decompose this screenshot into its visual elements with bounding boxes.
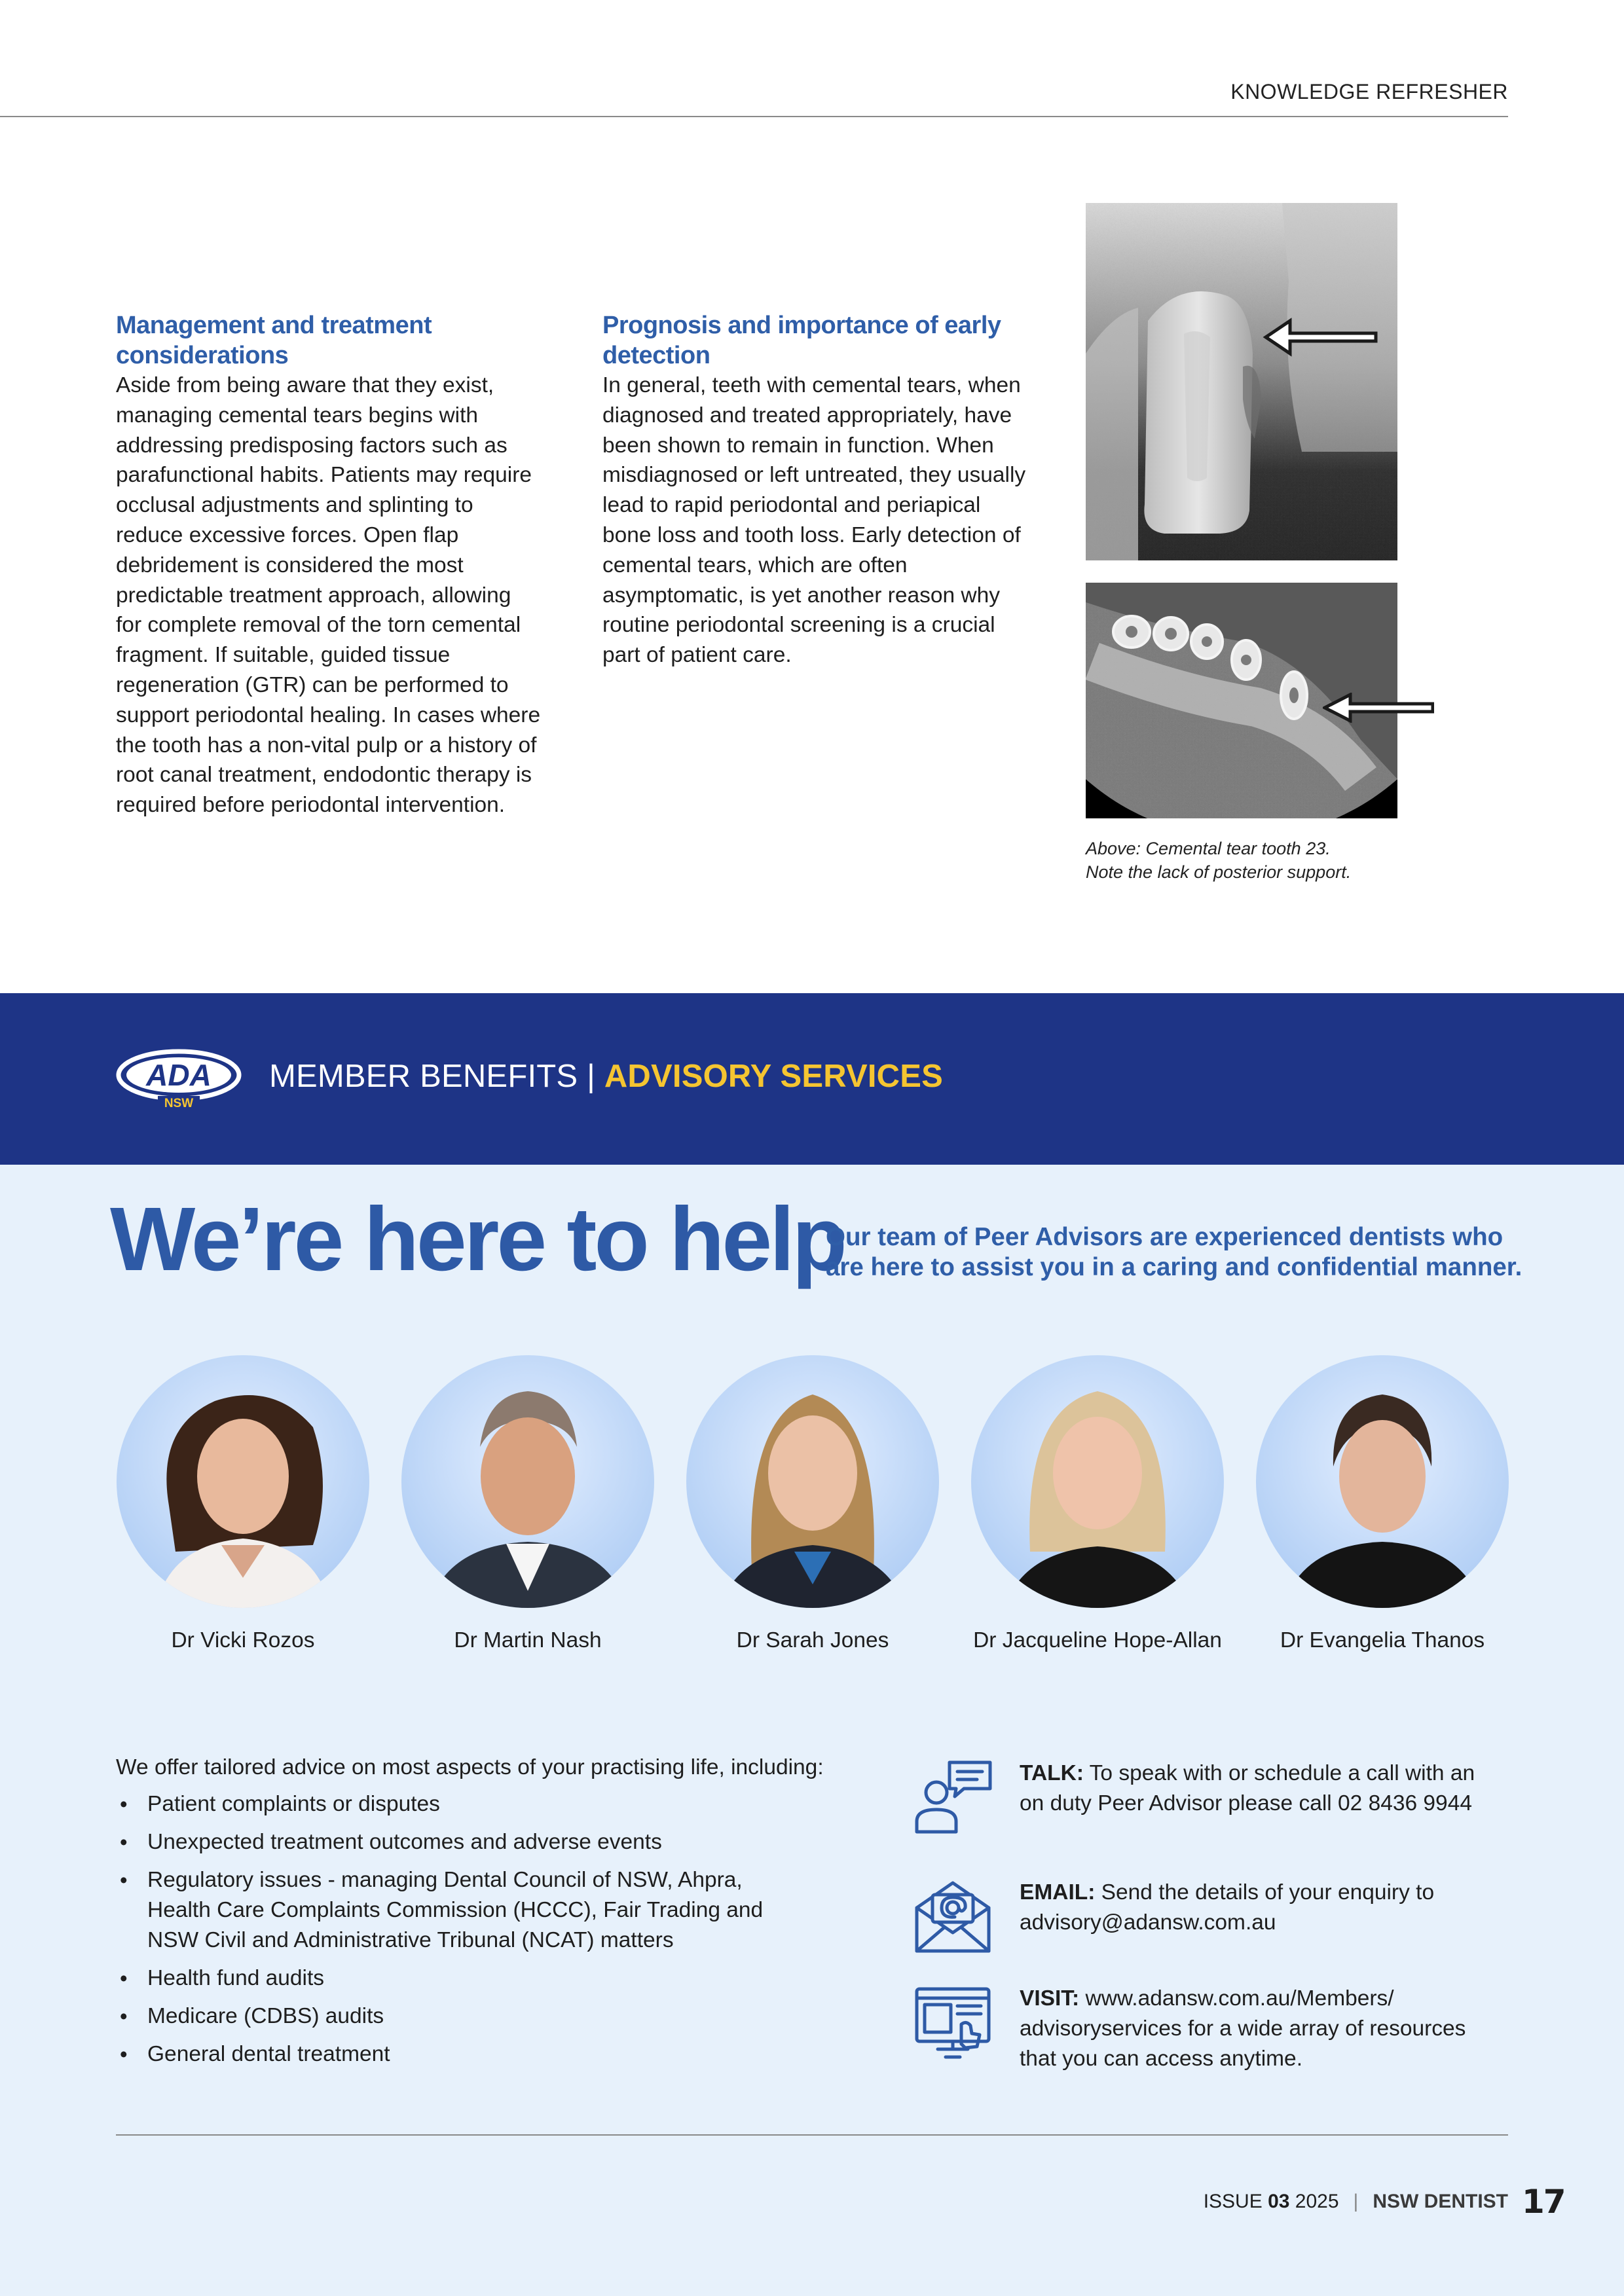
advisor-name: Dr Jacqueline Hope-Allan [973,1628,1222,1652]
logo-subtext: NSW [164,1097,194,1110]
contact-text [1020,1984,1491,2074]
issue-prefix: ISSUE [1203,2191,1268,2212]
list-item-text: General dental treatment [147,2042,390,2066]
image-caption [1086,837,1452,884]
article-column-management [116,310,542,820]
banner-label: MEMBER BENEFITS | [269,1059,604,1094]
advisor-name: Dr Vicki Rozos [171,1628,315,1652]
list-item [116,1963,902,1994]
issue-number: 03 [1268,2191,1290,2212]
list-item-text: Medicare (CDBS) audits [147,2004,384,2028]
ada-nsw-logo-icon [115,1048,243,1110]
services-list [116,1789,902,2077]
page-number: 17 [1522,2183,1565,2221]
list-item-text: Health fund audits [147,1966,325,1990]
header-divider [0,116,1508,117]
bullet: • [120,2004,128,2028]
list-item [116,1865,803,1956]
contact-label: EMAIL: [1020,1880,1096,1904]
help-headline: We’re here to help [110,1189,845,1290]
bullet: • [120,1966,128,1990]
article-column-prognosis [602,310,1035,670]
contact-detail: Send the details of your enquiry to advisory@adansw.com.au [1020,1880,1435,1935]
advisor-portrait [971,1355,1224,1608]
list-item-text: Unexpected treatment outcomes and adverse events [147,1830,662,1854]
advisor-card [669,1355,957,1654]
contact-text [1020,1758,1491,1819]
contact-label: TALK: [1020,1761,1084,1785]
advisor-portrait [401,1355,654,1608]
pointer-arrow-icon [1323,693,1434,723]
contact-text [1020,1878,1491,1938]
advisor-card [99,1355,387,1654]
advisor-name: Dr Martin Nash [454,1628,602,1652]
list-item [116,1789,902,1819]
contact-detail: To speak with or schedule a call with an on duty Peer Advisor please call 02 8436 9944 [1020,1761,1475,1815]
periapical-xray-image [1086,203,1397,560]
list-item [116,1827,902,1857]
footer-separator: | [1353,2191,1359,2212]
caption-line: Note the lack of posterior support. [1086,862,1352,882]
advisor-name: Dr Sarah Jones [736,1628,889,1652]
issue-year: 2025 [1289,2191,1339,2212]
help-subhead: Our team of Peer Advisors are experienced dentists who are here to assist you in a caring and confidential manner. [826,1223,1522,1281]
bullet: • [120,1868,128,1892]
contact-detail: www.adansw.com.au/Members/ advisoryservices for a wide array of resources that you can access anytime. [1020,1986,1466,2071]
website-computer-icon [912,1984,994,2060]
advisor-portrait [686,1355,939,1608]
services-intro: We offer tailored advice on most aspects of your practising life, including: [116,1755,824,1779]
list-item [116,2039,902,2069]
body-text: Aside from being aware that they exist, managing cemental tears begins with addressing predisposing factors such as parafunctional habits. Patients may require occlusal adjustments and splinting to reduce excessive forces. Open flap debridement is considered the most predictable treatment approach, allowing for complete removal of the torn cemental fragment. If suitable, guided tissue regeneration (GTR) can be performed to support periodontal healing. In cases where the tooth has a non-vital pulp or a history of root canal treatment, endodontic therapy is required before periodontal intervention. [116,373,541,818]
logo-text: ADA [146,1058,212,1092]
advisor-portrait [117,1355,369,1608]
bullet: • [120,2042,128,2066]
advisor-name: Dr Evangelia Thanos [1280,1628,1485,1652]
advisor-card [953,1355,1242,1654]
caption-line: Above: Cemental tear tooth 23. [1086,839,1331,858]
list-item [116,2001,902,2032]
page-footer [1204,2191,1508,2213]
advisor-card [384,1355,672,1654]
list-item-text: Regulatory issues - managing Dental Council of NSW, Ahpra, Health Care Complaints Commission (HCCC), Fair Trading and NSW Civil and Administrative Tribunal (NCAT) matters [147,1868,764,1952]
advisor-card [1238,1355,1526,1654]
section-label: KNOWLEDGE REFRESHER [1230,80,1508,103]
banner-accent: ADVISORY SERVICES [604,1059,944,1094]
body-text: In general, teeth with cemental tears, when diagnosed and treated appropriately, have been shown to remain in function. When misdiagnosed or left untreated, they usually lead to rapid periodontal and periapical bone loss and tooth loss. Early detection of cemental tears, which are often asymptomatic, is yet another reason why routine periodontal screening is a crucial part of patient care. [602,373,1026,668]
advisor-portrait [1256,1355,1509,1608]
bullet: • [120,1830,128,1854]
section-heading: Prognosis and importance of early detection [602,312,1001,369]
section-heading: Management and treatment considerations [116,312,432,369]
contact-label: VISIT: [1020,1986,1080,2011]
footer-divider [116,2134,1508,2136]
advisory-section [0,1165,1624,2296]
email-envelope-icon [912,1878,994,1954]
person-speech-icon [912,1758,994,1834]
magazine-name: NSW DENTIST [1373,2191,1508,2212]
banner-title [269,1057,943,1096]
list-item-text: Patient complaints or disputes [147,1792,440,1816]
bullet: • [120,1792,128,1816]
